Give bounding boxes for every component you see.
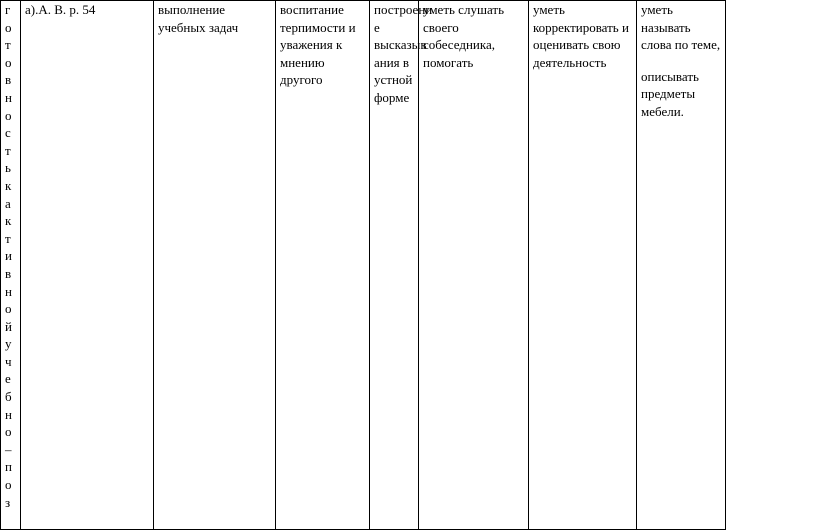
cell-text: уметь называть слова по теме,	[641, 2, 721, 53]
vertical-letter: а	[5, 195, 11, 211]
vertical-letter: о	[5, 54, 12, 70]
vertical-letter: о	[5, 301, 12, 317]
vertical-letter: ь	[5, 160, 11, 176]
vertical-letter: з	[5, 494, 11, 510]
vertical-letter: т	[5, 230, 11, 246]
cell-line: е	[374, 19, 380, 35]
vertical-letter: н	[5, 89, 12, 105]
vertical-letter: у	[5, 336, 12, 352]
cell-task	[154, 1, 276, 530]
cell-upbringing	[276, 1, 370, 530]
cell-text: уметь корректировать и оценивать свою деятельность	[533, 2, 629, 70]
vertical-letter: н	[5, 406, 12, 422]
cell-line: высказыв	[374, 37, 427, 53]
vertical-letter: ч	[5, 353, 12, 369]
cell-self-assessment	[529, 1, 637, 530]
vertical-letter: б	[5, 389, 12, 405]
vertical-letter: о	[5, 107, 12, 123]
vertical-letter: к	[5, 213, 12, 229]
cell-line: построени	[374, 2, 433, 17]
cell-text: воспитание терпимости и уважения к мнению другого	[280, 2, 356, 88]
vertical-letter: о	[5, 19, 12, 35]
cell-listening	[419, 1, 529, 530]
cell-speech	[370, 1, 433, 530]
vertical-letter: п	[5, 459, 12, 475]
vertical-text	[5, 1, 16, 511]
cell-source	[21, 1, 154, 530]
table-row	[1, 1, 726, 530]
cell-line: ания в	[374, 54, 410, 70]
vertical-letter: е	[5, 371, 11, 387]
vertical-letter: с	[5, 125, 11, 141]
vertical-letter: в	[5, 72, 12, 88]
vertical-letter: й	[5, 318, 12, 334]
vertical-letter: и	[5, 248, 12, 264]
vertical-cell	[1, 1, 21, 530]
vertical-letter: н	[5, 283, 12, 299]
cell-text: а).А. В. р. 54	[25, 2, 96, 17]
cell-text: выполнение учебных задач	[158, 2, 239, 35]
vertical-letter: т	[5, 142, 11, 158]
vertical-letter: к	[5, 177, 12, 193]
vertical-letter: г	[5, 2, 11, 17]
vertical-letter: о	[5, 424, 12, 440]
cell-text: описывать предметы мебели.	[641, 68, 699, 119]
vertical-letter: –	[5, 441, 12, 457]
vertical-letter: в	[5, 265, 12, 281]
cell-line: форме	[374, 89, 410, 105]
cell-text: уметь слушать своего собеседника, помогать	[423, 2, 504, 70]
vertical-letter: т	[5, 37, 11, 53]
cell-line: устной	[374, 72, 413, 88]
cell-vocabulary	[637, 1, 726, 530]
vertical-letter: о	[5, 477, 12, 493]
